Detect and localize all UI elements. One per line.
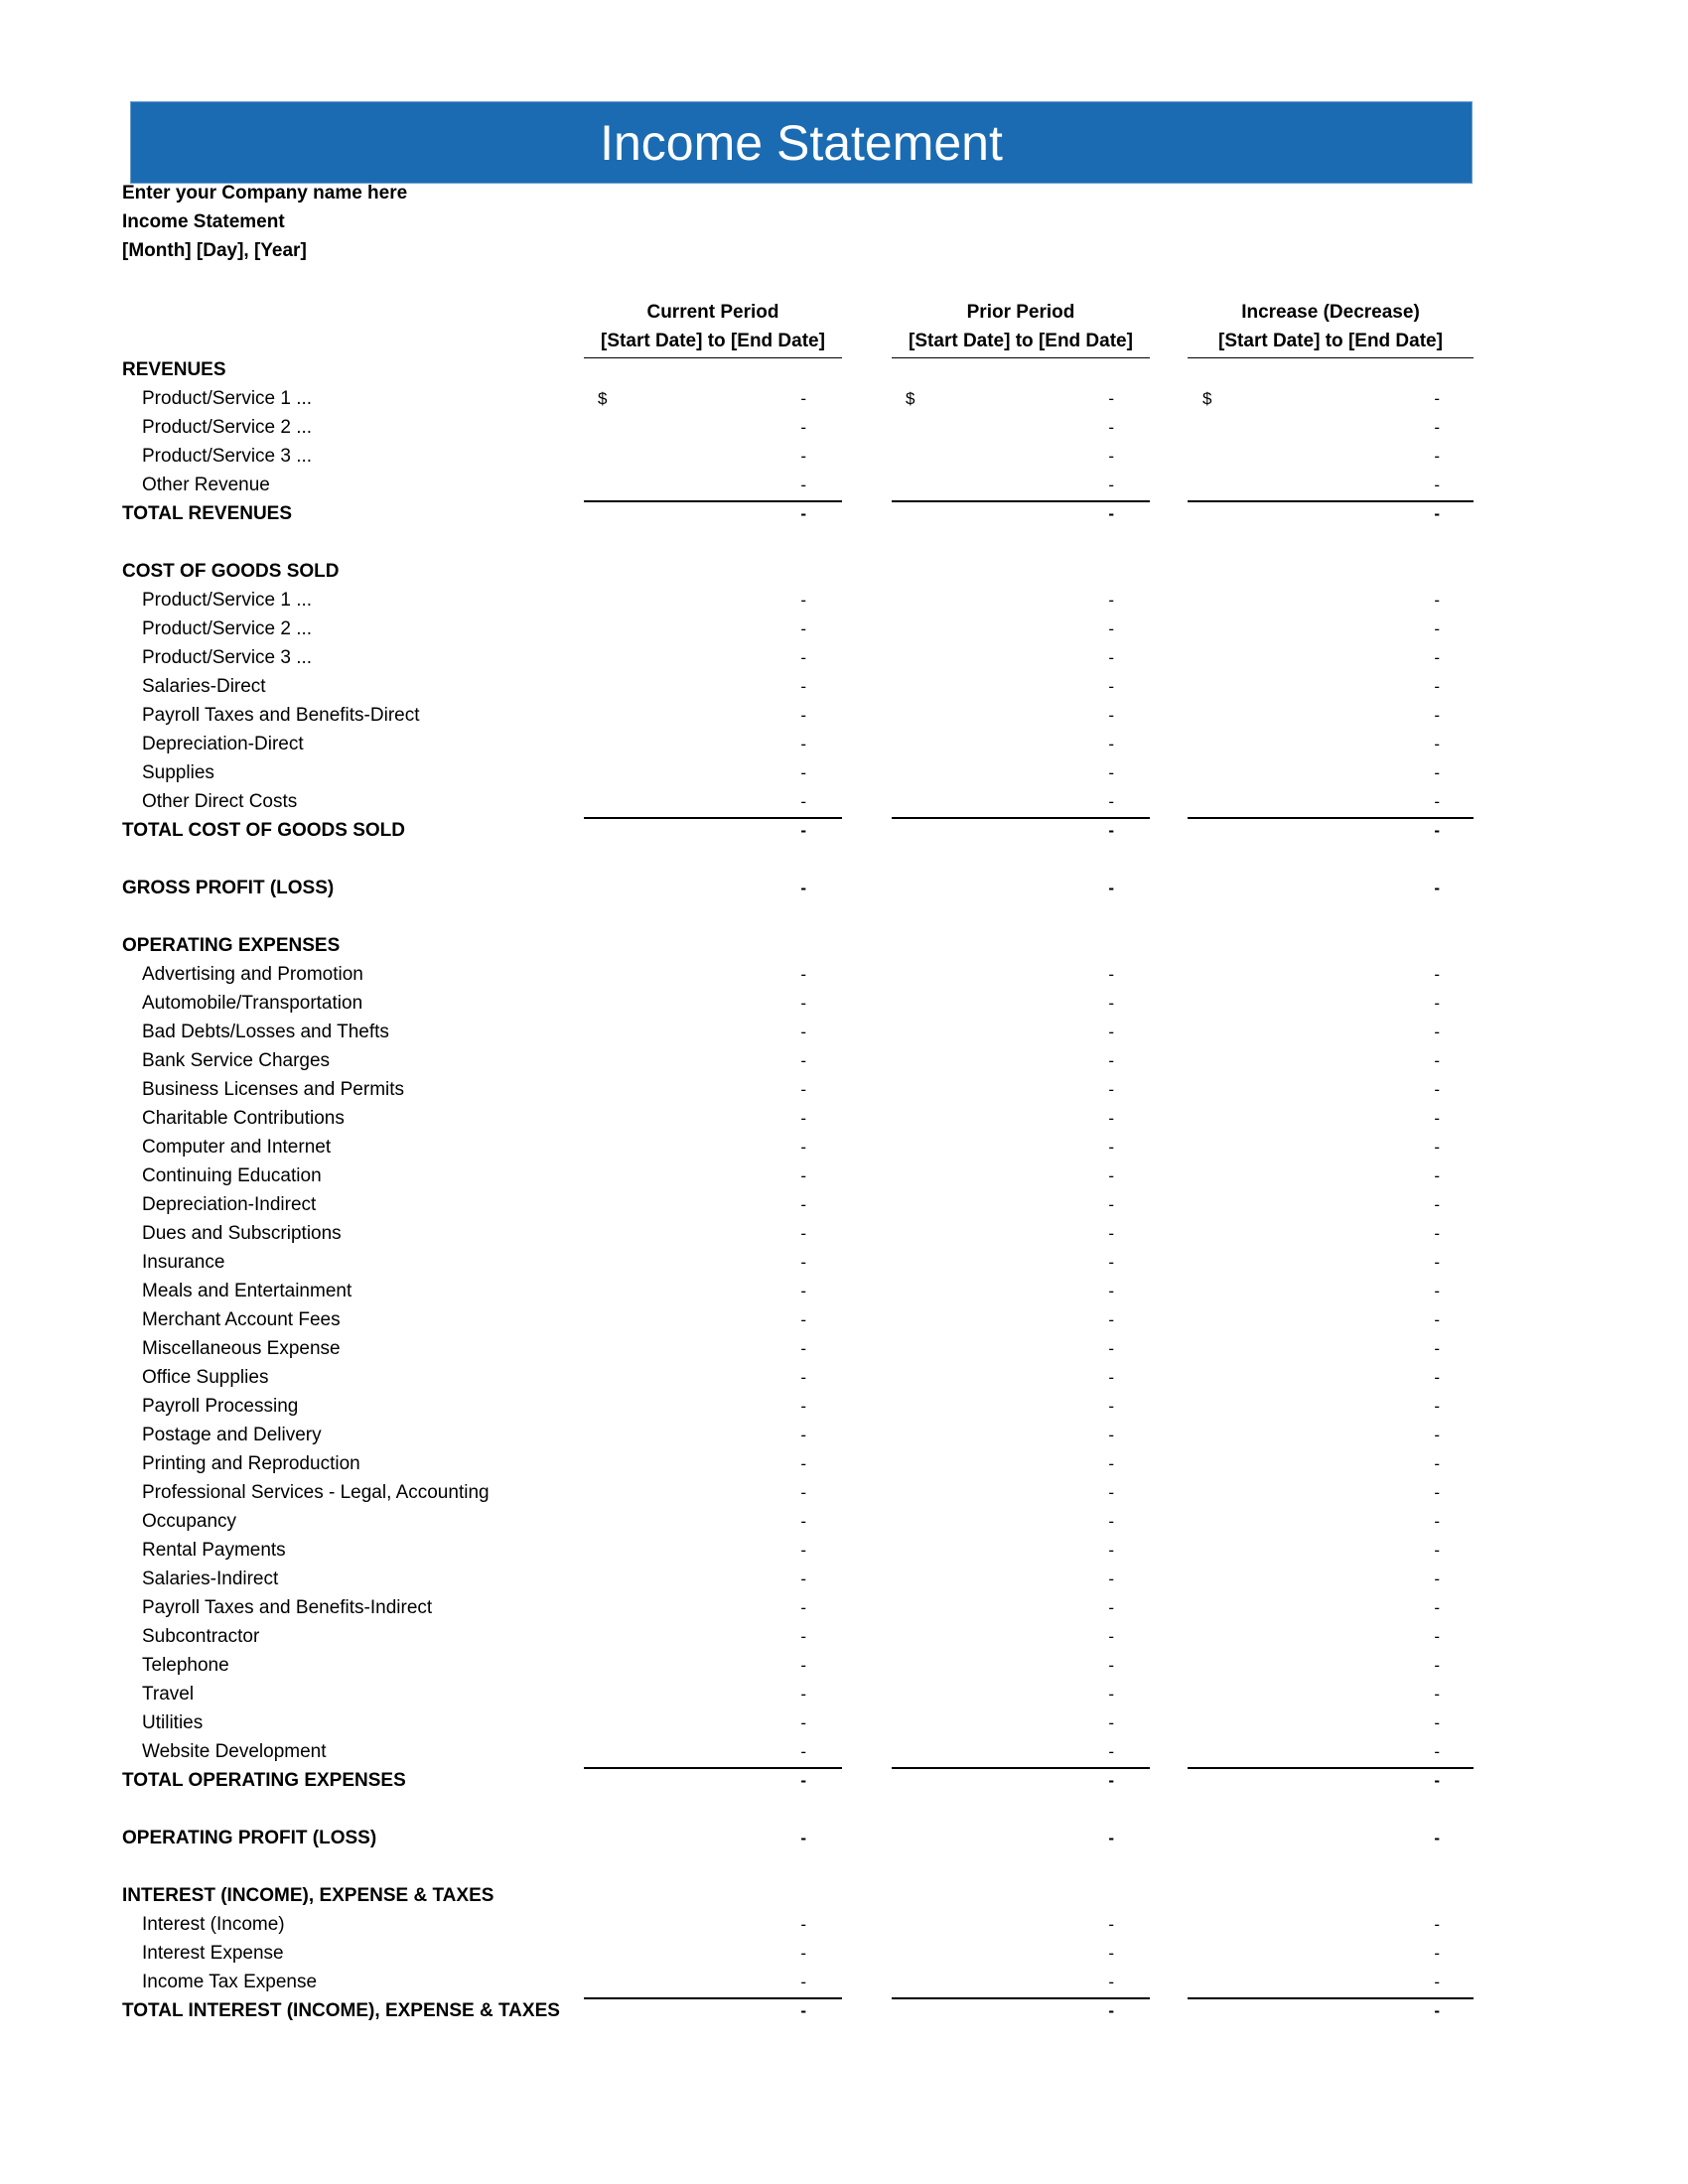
row-label: Product/Service 3 ... bbox=[142, 446, 313, 467]
cell-value: - bbox=[1108, 1397, 1114, 1416]
cell-value: - bbox=[1434, 1570, 1440, 1588]
cell-value: - bbox=[1434, 1195, 1440, 1214]
column-header-current bbox=[584, 298, 842, 355]
cell-value: - bbox=[1108, 1829, 1114, 1847]
row-label: Miscellaneous Expense bbox=[142, 1338, 341, 1359]
table-row bbox=[0, 614, 1688, 643]
cell-value: - bbox=[1434, 965, 1440, 984]
cell-value: - bbox=[1434, 648, 1440, 667]
row-label: Professional Services - Legal, Accounting bbox=[142, 1482, 490, 1503]
cell-value: - bbox=[1108, 1023, 1114, 1041]
cell-value: - bbox=[1108, 1310, 1114, 1329]
row-label: Continuing Education bbox=[142, 1165, 322, 1186]
cell-value: - bbox=[800, 619, 806, 638]
cell-value: - bbox=[1434, 504, 1440, 523]
table-row bbox=[0, 1133, 1688, 1161]
row-label: Bank Service Charges bbox=[142, 1050, 331, 1071]
cell-value: - bbox=[1108, 418, 1114, 437]
total-row bbox=[0, 499, 1688, 528]
row-label: Depreciation-Indirect bbox=[142, 1194, 317, 1215]
cell-value: - bbox=[1108, 1656, 1114, 1675]
column-title: Increase (Decrease) bbox=[1241, 302, 1420, 323]
cell-value: - bbox=[800, 821, 806, 840]
row-label: Product/Service 2 ... bbox=[142, 417, 313, 438]
cell-value: - bbox=[1434, 1397, 1440, 1416]
table-row bbox=[0, 1421, 1688, 1449]
cell-value: - bbox=[800, 1368, 806, 1387]
total-row bbox=[0, 1766, 1688, 1795]
cell-value: - bbox=[1434, 1742, 1440, 1761]
column-title: Current Period bbox=[646, 302, 779, 323]
row-label: Occupancy bbox=[142, 1511, 237, 1532]
cell-value: - bbox=[1434, 1915, 1440, 1934]
row-label: Product/Service 1 ... bbox=[142, 590, 313, 611]
row-label: Depreciation-Direct bbox=[142, 734, 304, 754]
cell-value: - bbox=[800, 792, 806, 811]
spacer-row bbox=[0, 1795, 1688, 1824]
table-row bbox=[0, 1507, 1688, 1536]
cell-value: - bbox=[1108, 1541, 1114, 1560]
cell-value: - bbox=[800, 879, 806, 897]
column-range: [Start Date] to [End Date] bbox=[909, 331, 1133, 351]
row-label: TOTAL COST OF GOODS SOLD bbox=[122, 820, 406, 841]
cell-value: - bbox=[800, 504, 806, 523]
company-name: Enter your Company name here bbox=[122, 183, 408, 204]
total-row bbox=[0, 816, 1688, 845]
cell-value: - bbox=[800, 447, 806, 466]
cell-value: - bbox=[800, 1339, 806, 1358]
table-row bbox=[0, 1536, 1688, 1565]
cell-value: - bbox=[800, 1627, 806, 1646]
cell-value: - bbox=[1434, 735, 1440, 753]
cell-value: - bbox=[1434, 1253, 1440, 1272]
row-label: COST OF GOODS SOLD bbox=[122, 561, 340, 582]
cell-value: - bbox=[1434, 677, 1440, 696]
cell-value: - bbox=[800, 1109, 806, 1128]
row-label: GROSS PROFIT (LOSS) bbox=[122, 878, 335, 898]
cell-value: - bbox=[1434, 763, 1440, 782]
cell-value: - bbox=[800, 1944, 806, 1963]
cell-value: - bbox=[1108, 1080, 1114, 1099]
table-row bbox=[0, 989, 1688, 1018]
cell-value: - bbox=[800, 1713, 806, 1732]
table-row bbox=[0, 1708, 1688, 1737]
cell-value: - bbox=[800, 1282, 806, 1300]
row-label: Bad Debts/Losses and Thefts bbox=[142, 1022, 389, 1042]
row-label: Salaries-Direct bbox=[142, 676, 266, 697]
row-label: Product/Service 1 ... bbox=[142, 388, 313, 409]
row-label: OPERATING EXPENSES bbox=[122, 935, 341, 956]
row-label: Payroll Taxes and Benefits-Direct bbox=[142, 705, 420, 726]
row-label: TOTAL INTEREST (INCOME), EXPENSE & TAXES bbox=[122, 2000, 560, 2021]
cell-value: - bbox=[800, 1023, 806, 1041]
table-row bbox=[0, 1219, 1688, 1248]
cell-value: - bbox=[1434, 1109, 1440, 1128]
row-label: Payroll Taxes and Benefits-Indirect bbox=[142, 1597, 433, 1618]
column-range: [Start Date] to [End Date] bbox=[601, 331, 825, 351]
cell-value: - bbox=[800, 1512, 806, 1531]
page-title: Income Statement bbox=[600, 114, 1003, 171]
cell-value: - bbox=[1434, 1771, 1440, 1790]
table-row bbox=[0, 471, 1688, 499]
row-label: Postage and Delivery bbox=[142, 1425, 322, 1445]
table-row bbox=[0, 1939, 1688, 1968]
row-label: OPERATING PROFIT (LOSS) bbox=[122, 1828, 377, 1848]
cell-value: - bbox=[1434, 879, 1440, 897]
table-row bbox=[0, 1737, 1688, 1766]
row-label: Office Supplies bbox=[142, 1367, 269, 1388]
row-label: REVENUES bbox=[122, 359, 226, 380]
cell-value: - bbox=[1434, 1051, 1440, 1070]
row-label: Dues and Subscriptions bbox=[142, 1223, 342, 1244]
cell-value: - bbox=[1434, 1829, 1440, 1847]
cell-value: - bbox=[1434, 1685, 1440, 1704]
cell-value: - bbox=[800, 1397, 806, 1416]
table-row bbox=[0, 384, 1688, 413]
statement-date: [Month] [Day], [Year] bbox=[122, 240, 307, 261]
row-label: Computer and Internet bbox=[142, 1137, 332, 1158]
row-label: Interest (Income) bbox=[142, 1914, 285, 1935]
row-label: Salaries-Indirect bbox=[142, 1569, 279, 1589]
statement-subtitle: Income Statement bbox=[122, 211, 285, 232]
cell-value: - bbox=[1434, 792, 1440, 811]
cell-value: - bbox=[800, 1224, 806, 1243]
cell-value: - bbox=[1434, 1224, 1440, 1243]
cell-value: - bbox=[1108, 735, 1114, 753]
cell-value: - bbox=[800, 994, 806, 1013]
table-row bbox=[0, 1334, 1688, 1363]
row-label: Product/Service 3 ... bbox=[142, 647, 313, 668]
cell-value: - bbox=[800, 1742, 806, 1761]
column-header-prior bbox=[892, 298, 1150, 355]
summary-row bbox=[0, 1824, 1688, 1852]
cell-value: - bbox=[800, 2001, 806, 2020]
table-row bbox=[0, 1593, 1688, 1622]
table-row bbox=[0, 1190, 1688, 1219]
cell-value: - bbox=[800, 1973, 806, 1991]
cell-value: - bbox=[1108, 879, 1114, 897]
row-label: Website Development bbox=[142, 1741, 327, 1762]
table-row bbox=[0, 787, 1688, 816]
row-label: Travel bbox=[142, 1684, 195, 1705]
row-label: Interest Expense bbox=[142, 1943, 284, 1964]
cell-value: - bbox=[1108, 1713, 1114, 1732]
row-label: Utilities bbox=[142, 1712, 204, 1733]
cell-value: - bbox=[800, 648, 806, 667]
cell-value: - bbox=[1434, 1426, 1440, 1444]
table-row bbox=[0, 1968, 1688, 1996]
row-label: Payroll Processing bbox=[142, 1396, 299, 1417]
spacer-row bbox=[0, 902, 1688, 931]
cell-value: - bbox=[1108, 763, 1114, 782]
cell-value: - bbox=[1108, 1339, 1114, 1358]
cell-value: - bbox=[1108, 1570, 1114, 1588]
table-row bbox=[0, 1104, 1688, 1133]
cell-value: - bbox=[1434, 591, 1440, 610]
row-label: INTEREST (INCOME), EXPENSE & TAXES bbox=[122, 1885, 494, 1906]
cell-value: - bbox=[1434, 389, 1440, 408]
cell-value: - bbox=[1108, 1138, 1114, 1157]
row-label: Printing and Reproduction bbox=[142, 1453, 360, 1474]
cell-value: - bbox=[800, 1685, 806, 1704]
table-row bbox=[0, 442, 1688, 471]
title-banner bbox=[130, 101, 1473, 184]
cell-value: - bbox=[1108, 1512, 1114, 1531]
cell-value: - bbox=[1108, 1166, 1114, 1185]
row-label: Meals and Entertainment bbox=[142, 1281, 352, 1301]
cell-value: - bbox=[800, 1138, 806, 1157]
cell-value: - bbox=[1434, 447, 1440, 466]
table-row bbox=[0, 1018, 1688, 1046]
table-row bbox=[0, 1680, 1688, 1708]
cell-value: - bbox=[1434, 1368, 1440, 1387]
cell-value: - bbox=[1434, 706, 1440, 725]
table-row bbox=[0, 758, 1688, 787]
cell-value: - bbox=[800, 1570, 806, 1588]
cell-value: - bbox=[1108, 994, 1114, 1013]
table-row bbox=[0, 960, 1688, 989]
spacer-row bbox=[0, 528, 1688, 557]
currency-symbol: $ bbox=[1202, 389, 1212, 408]
row-label: Supplies bbox=[142, 762, 214, 783]
cell-value: - bbox=[800, 1483, 806, 1502]
cell-value: - bbox=[1108, 1253, 1114, 1272]
table-row bbox=[0, 1622, 1688, 1651]
cell-value: - bbox=[1108, 1627, 1114, 1646]
row-label: TOTAL OPERATING EXPENSES bbox=[122, 1770, 406, 1791]
cell-value: - bbox=[1434, 418, 1440, 437]
cell-value: - bbox=[1434, 1627, 1440, 1646]
row-label: Other Revenue bbox=[142, 475, 270, 495]
cell-value: - bbox=[1434, 821, 1440, 840]
cell-value: - bbox=[1108, 389, 1114, 408]
cell-value: - bbox=[800, 1310, 806, 1329]
table-row bbox=[0, 1046, 1688, 1075]
cell-value: - bbox=[800, 1656, 806, 1675]
cell-value: - bbox=[1108, 1598, 1114, 1617]
cell-value: - bbox=[1108, 1483, 1114, 1502]
cell-value: - bbox=[1108, 1915, 1114, 1934]
cell-value: - bbox=[1108, 1944, 1114, 1963]
cell-value: - bbox=[1434, 1282, 1440, 1300]
cell-value: - bbox=[1108, 821, 1114, 840]
cell-value: - bbox=[800, 1051, 806, 1070]
row-label: TOTAL REVENUES bbox=[122, 503, 293, 524]
cell-value: - bbox=[800, 1829, 806, 1847]
cell-value: - bbox=[1434, 1483, 1440, 1502]
row-label: Automobile/Transportation bbox=[142, 993, 363, 1014]
cell-value: - bbox=[800, 1195, 806, 1214]
total-row bbox=[0, 1996, 1688, 2025]
cell-value: - bbox=[1434, 1598, 1440, 1617]
cell-value: - bbox=[1108, 1685, 1114, 1704]
table-row bbox=[0, 1363, 1688, 1392]
table-row bbox=[0, 643, 1688, 672]
table-row bbox=[0, 701, 1688, 730]
cell-value: - bbox=[1108, 447, 1114, 466]
cell-value: - bbox=[800, 1771, 806, 1790]
cell-value: - bbox=[800, 965, 806, 984]
cell-value: - bbox=[800, 418, 806, 437]
cell-value: - bbox=[800, 1598, 806, 1617]
cell-value: - bbox=[1108, 591, 1114, 610]
cell-value: - bbox=[1434, 1166, 1440, 1185]
cell-value: - bbox=[1108, 619, 1114, 638]
row-label: Advertising and Promotion bbox=[142, 964, 363, 985]
spacer-row bbox=[0, 845, 1688, 874]
cell-value: - bbox=[800, 677, 806, 696]
cell-value: - bbox=[1108, 2001, 1114, 2020]
cell-value: - bbox=[1108, 1426, 1114, 1444]
cell-value: - bbox=[1108, 965, 1114, 984]
row-label: Other Direct Costs bbox=[142, 791, 298, 812]
table-row bbox=[0, 1449, 1688, 1478]
table-row bbox=[0, 1910, 1688, 1939]
cell-value: - bbox=[1108, 504, 1114, 523]
cell-value: - bbox=[1108, 1973, 1114, 1991]
cell-value: - bbox=[1434, 994, 1440, 1013]
cell-value: - bbox=[1434, 2001, 1440, 2020]
cell-value: - bbox=[1108, 1742, 1114, 1761]
section-header bbox=[0, 1881, 1688, 1910]
table-row bbox=[0, 730, 1688, 758]
currency-symbol: $ bbox=[906, 389, 915, 408]
cell-value: - bbox=[1434, 619, 1440, 638]
spacer-row bbox=[0, 1852, 1688, 1881]
table-row bbox=[0, 586, 1688, 614]
table-row bbox=[0, 672, 1688, 701]
cell-value: - bbox=[1108, 648, 1114, 667]
table-row bbox=[0, 413, 1688, 442]
column-header-change bbox=[1201, 298, 1460, 355]
row-label: Subcontractor bbox=[142, 1626, 260, 1647]
cell-value: - bbox=[1108, 792, 1114, 811]
cell-value: - bbox=[1434, 1339, 1440, 1358]
cell-value: - bbox=[1434, 1023, 1440, 1041]
cell-value: - bbox=[1108, 1454, 1114, 1473]
table-row bbox=[0, 1392, 1688, 1421]
cell-value: - bbox=[1108, 1195, 1114, 1214]
table-row bbox=[0, 1565, 1688, 1593]
cell-value: - bbox=[1434, 1944, 1440, 1963]
cell-value: - bbox=[800, 476, 806, 494]
cell-value: - bbox=[800, 1253, 806, 1272]
cell-value: - bbox=[1108, 1224, 1114, 1243]
summary-row bbox=[0, 874, 1688, 902]
cell-value: - bbox=[800, 1541, 806, 1560]
cell-value: - bbox=[1108, 1051, 1114, 1070]
cell-value: - bbox=[1434, 1973, 1440, 1991]
cell-value: - bbox=[1434, 1310, 1440, 1329]
cell-value: - bbox=[1434, 1080, 1440, 1099]
cell-value: - bbox=[800, 1454, 806, 1473]
cell-value: - bbox=[800, 1915, 806, 1934]
cell-value: - bbox=[1108, 476, 1114, 494]
currency-symbol: $ bbox=[598, 389, 608, 408]
cell-value: - bbox=[1434, 476, 1440, 494]
table-row bbox=[0, 1075, 1688, 1104]
row-label: Insurance bbox=[142, 1252, 225, 1273]
row-label: Rental Payments bbox=[142, 1540, 286, 1561]
cell-value: - bbox=[800, 1166, 806, 1185]
cell-value: - bbox=[800, 763, 806, 782]
row-label: Product/Service 2 ... bbox=[142, 618, 313, 639]
cell-value: - bbox=[800, 1080, 806, 1099]
cell-value: - bbox=[1434, 1512, 1440, 1531]
cell-value: - bbox=[1434, 1454, 1440, 1473]
table-row bbox=[0, 1305, 1688, 1334]
row-label: Merchant Account Fees bbox=[142, 1309, 341, 1330]
column-title: Prior Period bbox=[966, 302, 1075, 323]
cell-value: - bbox=[1108, 677, 1114, 696]
cell-value: - bbox=[800, 591, 806, 610]
cell-value: - bbox=[1108, 1282, 1114, 1300]
column-range: [Start Date] to [End Date] bbox=[1218, 331, 1443, 351]
table-row bbox=[0, 1248, 1688, 1277]
table-row bbox=[0, 1478, 1688, 1507]
cell-value: - bbox=[1434, 1713, 1440, 1732]
row-label: Charitable Contributions bbox=[142, 1108, 345, 1129]
table-row bbox=[0, 1651, 1688, 1680]
cell-value: - bbox=[1434, 1138, 1440, 1157]
cell-value: - bbox=[800, 389, 806, 408]
cell-value: - bbox=[1434, 1656, 1440, 1675]
section-header bbox=[0, 557, 1688, 586]
cell-value: - bbox=[1108, 1109, 1114, 1128]
table-row bbox=[0, 1277, 1688, 1305]
table-row bbox=[0, 1161, 1688, 1190]
row-label: Telephone bbox=[142, 1655, 229, 1676]
section-header bbox=[0, 355, 1688, 384]
cell-value: - bbox=[1108, 1771, 1114, 1790]
cell-value: - bbox=[800, 1426, 806, 1444]
cell-value: - bbox=[1434, 1541, 1440, 1560]
cell-value: - bbox=[1108, 706, 1114, 725]
row-label: Business Licenses and Permits bbox=[142, 1079, 405, 1100]
cell-value: - bbox=[1108, 1368, 1114, 1387]
row-label: Income Tax Expense bbox=[142, 1972, 318, 1992]
section-header bbox=[0, 931, 1688, 960]
cell-value: - bbox=[800, 706, 806, 725]
cell-value: - bbox=[800, 735, 806, 753]
